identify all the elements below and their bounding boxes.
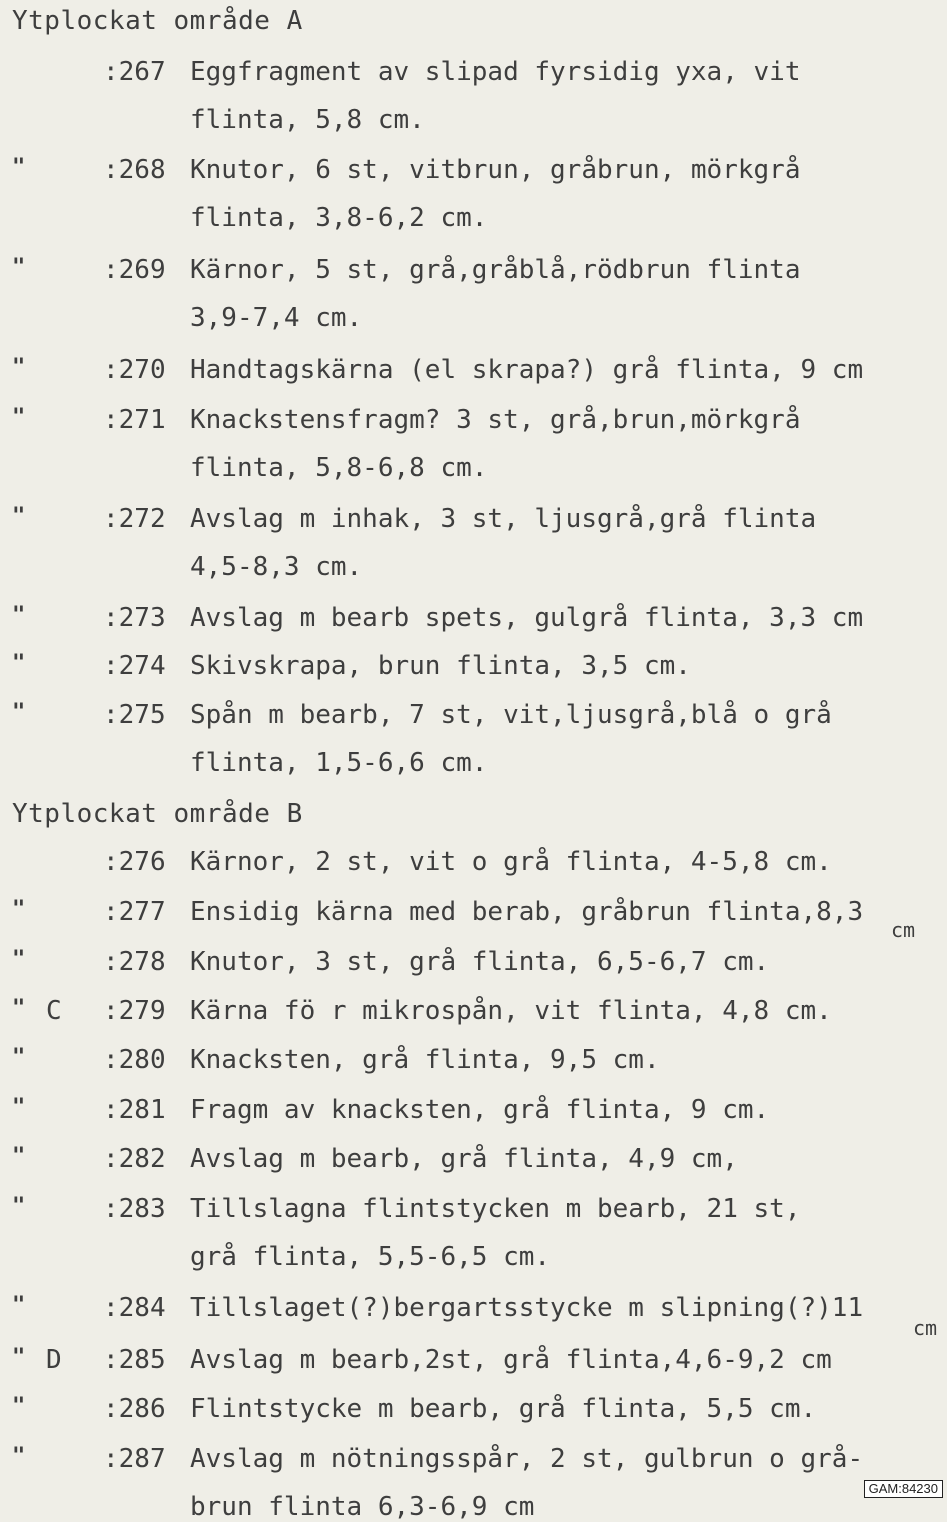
- ditto-mark: ": [12, 651, 26, 676]
- catalog-entry: [0, 651, 947, 701]
- catalog-entry: [0, 603, 947, 653]
- area-letter: D: [46, 1345, 62, 1375]
- catalog-number: :276: [103, 847, 166, 877]
- ditto-mark: ": [12, 996, 26, 1021]
- section-heading-area-b: Ytplockat område B: [12, 799, 303, 829]
- section-heading-area-a: Ytplockat område A: [12, 6, 303, 36]
- catalog-entry: [0, 897, 947, 947]
- ditto-mark: ": [12, 355, 26, 380]
- ditto-mark: ": [12, 1095, 26, 1120]
- catalog-number: :285: [103, 1345, 166, 1375]
- entry-description: Skivskrapa, brun flinta, 3,5 cm.: [190, 651, 691, 681]
- entry-description: Avslag m bearb, grå flinta, 4,9 cm,: [190, 1144, 738, 1174]
- ditto-mark: ": [12, 255, 26, 280]
- catalog-entry: [0, 700, 947, 778]
- catalog-entry: [0, 1444, 947, 1522]
- entry-description: Kärnor, 2 st, vit o grå flinta, 4-5,8 cm.: [190, 847, 832, 877]
- entry-description: Avslag m nötningsspår, 2 st, gulbrun o grå-: [190, 1444, 864, 1474]
- entry-description: Knutor, 3 st, grå flinta, 6,5-6,7 cm.: [190, 947, 770, 977]
- catalog-number: :281: [103, 1095, 166, 1125]
- entry-description: Avslag m bearb,2st, grå flinta,4,6-9,2 cm: [190, 1345, 832, 1375]
- entry-continuation: 4,5-8,3 cm.: [190, 552, 363, 582]
- catalog-number: :282: [103, 1144, 166, 1174]
- ditto-mark: ": [12, 897, 26, 922]
- ditto-mark: ": [12, 603, 26, 628]
- entry-description: Handtagskärna (el skrapa?) grå flinta, 9 cm: [190, 355, 864, 385]
- catalog-number: :270: [103, 355, 166, 385]
- catalog-number: :269: [103, 255, 166, 285]
- catalog-entry: [0, 996, 947, 1046]
- catalog-number: :286: [103, 1394, 166, 1424]
- entry-description: Tillslaget(?)bergartsstycke m slipning(?)11: [190, 1293, 864, 1323]
- catalog-number: :274: [103, 651, 166, 681]
- catalog-number: :280: [103, 1045, 166, 1075]
- catalog-number: :277: [103, 897, 166, 927]
- catalog-entry: [0, 1293, 947, 1343]
- entry-continuation: brun flinta 6,3-6,9 cm: [190, 1492, 535, 1522]
- entry-description: Avslag m inhak, 3 st, ljusgrå,grå flinta: [190, 504, 817, 534]
- catalog-entry: [0, 355, 947, 405]
- entry-description: Kärna fö r mikrospån, vit flinta, 4,8 cm.: [190, 996, 832, 1026]
- ditto-mark: ": [12, 155, 26, 180]
- catalog-entry: [0, 504, 947, 582]
- entry-description: Kärnor, 5 st, grå,gråblå,rödbrun flinta: [190, 255, 801, 285]
- catalog-number: :267: [103, 57, 166, 87]
- catalog-number: :271: [103, 405, 166, 435]
- ditto-mark: ": [12, 1444, 26, 1469]
- entry-description: Knacksten, grå flinta, 9,5 cm.: [190, 1045, 660, 1075]
- entry-description: Spån m bearb, 7 st, vit,ljusgrå,blå o grå: [190, 700, 832, 730]
- ditto-mark: ": [12, 504, 26, 529]
- entry-continuation: grå flinta, 5,5-6,5 cm.: [190, 1242, 551, 1272]
- ditto-mark: ": [12, 1345, 26, 1370]
- catalog-number: :268: [103, 155, 166, 185]
- catalog-number: :279: [103, 996, 166, 1026]
- ditto-mark: ": [12, 700, 26, 725]
- catalog-entry: [0, 1194, 947, 1272]
- ditto-mark: ": [12, 1394, 26, 1419]
- catalog-number: :287: [103, 1444, 166, 1474]
- catalog-entry: [0, 947, 947, 997]
- unit-annotation: cm: [913, 1316, 938, 1340]
- catalog-entry: [0, 405, 947, 483]
- catalog-number: :275: [103, 700, 166, 730]
- entry-description: Fragm av knacksten, grå flinta, 9 cm.: [190, 1095, 770, 1125]
- ditto-mark: ": [12, 947, 26, 972]
- entry-continuation: 3,9-7,4 cm.: [190, 303, 363, 333]
- entry-continuation: flinta, 5,8-6,8 cm.: [190, 453, 488, 483]
- catalog-number: :278: [103, 947, 166, 977]
- catalog-number: :284: [103, 1293, 166, 1323]
- catalog-entry: [0, 255, 947, 333]
- entry-description: Avslag m bearb spets, gulgrå flinta, 3,3 cm: [190, 603, 864, 633]
- catalog-entry: [0, 1345, 947, 1395]
- unit-annotation: cm: [891, 918, 916, 942]
- catalog-number: :283: [103, 1194, 166, 1224]
- ditto-mark: ": [12, 1293, 26, 1318]
- catalog-entry: [0, 847, 947, 897]
- catalog-entry: [0, 57, 947, 135]
- entry-description: Knutor, 6 st, vitbrun, gråbrun, mörkgrå: [190, 155, 801, 185]
- ditto-mark: ": [12, 1194, 26, 1219]
- catalog-entry: [0, 1394, 947, 1444]
- ditto-mark: ": [12, 1144, 26, 1169]
- reference-number-label: GAM:84230: [864, 1480, 943, 1498]
- entry-description: Tillslagna flintstycken m bearb, 21 st,: [190, 1194, 801, 1224]
- entry-description: Ensidig kärna med berab, gråbrun flinta,8,3: [190, 897, 864, 927]
- catalog-number: :273: [103, 603, 166, 633]
- catalog-number: :272: [103, 504, 166, 534]
- catalog-entry: [0, 1095, 947, 1145]
- ditto-mark: ": [12, 1045, 26, 1070]
- entry-continuation: flinta, 3,8-6,2 cm.: [190, 203, 488, 233]
- area-letter: C: [46, 996, 62, 1026]
- catalog-entry: [0, 1045, 947, 1095]
- entry-description: Flintstycke m bearb, grå flinta, 5,5 cm.: [190, 1394, 817, 1424]
- catalog-entry: [0, 1144, 947, 1194]
- entry-description: Knackstensfragm? 3 st, grå,brun,mörkgrå: [190, 405, 801, 435]
- ditto-mark: ": [12, 405, 26, 430]
- entry-continuation: flinta, 1,5-6,6 cm.: [190, 748, 488, 778]
- catalog-entry: [0, 155, 947, 233]
- entry-continuation: flinta, 5,8 cm.: [190, 105, 425, 135]
- entry-description: Eggfragment av slipad fyrsidig yxa, vit: [190, 57, 801, 87]
